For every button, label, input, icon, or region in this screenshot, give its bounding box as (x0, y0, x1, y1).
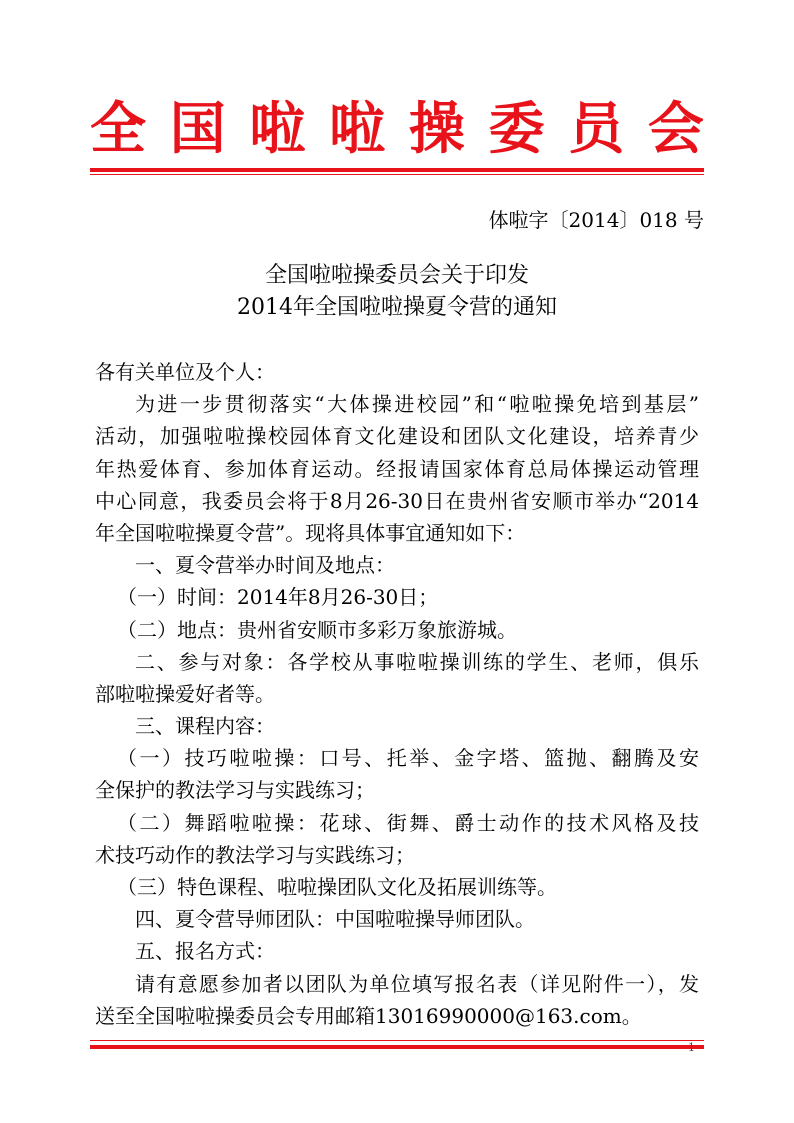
letterhead-title (90, 96, 704, 162)
salutation: 各有关单位及个人： (95, 360, 275, 384)
body-line: 送至全国啦啦操委员会专用邮箱13016990000@163.com。 (95, 1003, 642, 1028)
section-heading: 一、夏令营举办时间及地点： (135, 553, 395, 578)
body-line: 请有意愿参加者以团队为单位填写报名表（详见附件一），发 (135, 971, 699, 996)
body-line: 中心同意，我委员会将于8月26-30日在贵州省安顺市举办“2014 (95, 488, 699, 513)
body-line: 全保护的教法学习与实践练习； (95, 778, 375, 803)
body-line: （一）技巧啦啦操：口号、托举、金字塔、篮抛、翻腾及安 (117, 746, 699, 771)
header-rule-thin (90, 174, 704, 175)
body-line: （一）时间：2014年8月26-30日； (117, 585, 439, 610)
body-line: 术技巧动作的教法学习与实践练习； (95, 842, 415, 867)
letterhead-char: 啦 (249, 96, 306, 162)
body-line: 年全国啦啦操夏令营”。现将具体事宜通知如下： (95, 520, 526, 545)
document-number: 体啦字〔2014〕018 号 (488, 208, 704, 232)
document-title-line-1: 全国啦啦操委员会关于印发 (264, 263, 529, 288)
document-title-line-2: 2014年全国啦啦操夏令营的通知 (237, 295, 557, 320)
letterhead-char: 国 (169, 96, 226, 162)
section-heading: 二、参与对象：各学校从事啦啦操训练的学生、老师，俱乐 (135, 649, 699, 674)
header-rule-thick (90, 168, 704, 172)
section-heading: 三、课程内容： (135, 714, 275, 739)
letterhead-char: 啦 (329, 96, 386, 162)
footer-rule-thick (90, 1045, 704, 1049)
footer-rule-thin (90, 1040, 704, 1041)
body-line: 年热爱体育、参加体育运动。经报请国家体育总局体操运动管理 (95, 456, 699, 481)
page-number: 1 (688, 1041, 695, 1054)
letterhead-char: 会 (647, 96, 704, 162)
body-line: 活动，加强啦啦操校园体育文化建设和团队文化建设，培养青少 (95, 424, 699, 449)
letterhead-char: 操 (408, 96, 465, 162)
section-heading: 四、夏令营导师团队：中国啦啦操导师团队。 (135, 907, 535, 932)
body-line: 为进一步贯彻落实“大体操进校园”和“啦啦操免培到基层” (135, 392, 699, 417)
body-line: 部啦啦操爱好者等。 (95, 681, 275, 706)
body-line: （三）特色课程、啦啦操团队文化及拓展训练等。 (117, 875, 557, 899)
letterhead-char: 员 (568, 96, 625, 162)
section-heading: 五、报名方式： (135, 939, 275, 964)
body-line: （二）舞蹈啦啦操：花球、街舞、爵士动作的技术风格及技 (117, 810, 699, 835)
document-body (95, 356, 699, 1032)
letterhead-char: 全 (90, 96, 146, 162)
body-line: （二）地点：贵州省安顺市多彩万象旅游城。 (117, 617, 517, 642)
letterhead-char: 委 (488, 96, 545, 162)
